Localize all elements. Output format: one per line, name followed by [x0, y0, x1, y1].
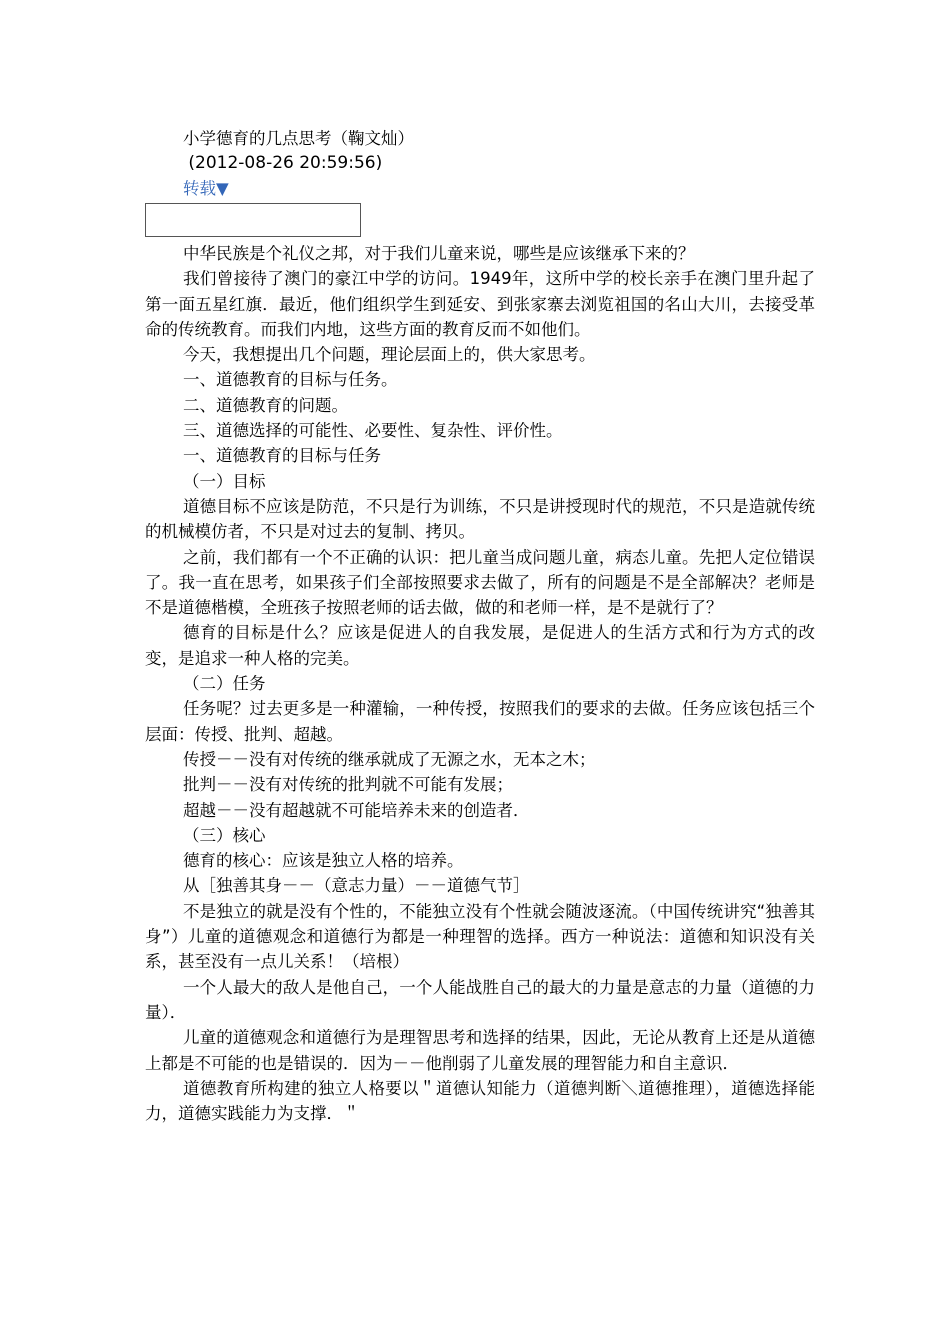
- paragraph: 儿童的道德观念和道德行为是理智思考和选择的结果，因此，无论从教育上还是从道德上都是不可能的也是错误的．因为－－他削弱了儿童发展的理智能力和自主意识．: [145, 1028, 815, 1073]
- subsection-heading: （二）任务: [183, 674, 266, 694]
- paragraph: 我们曾接待了澳门的豪江中学的访问。1949年，这所中学的校长亲手在澳门里升起了第一面五星红旗．最近，他们组织学生到延安、到张家寨去浏览祖国的名山大川，去接受革命的传统教育。而我们内地，这些方面的教育反而不如他们。: [145, 269, 815, 339]
- paragraph: 道德教育所构建的独立人格要以＂道德认知能力（道德判断＼道德推理），道德选择能力，道德实践能力为支撑．＂: [145, 1078, 815, 1124]
- paragraph: 德育的目标是什么？应该是促进人的自我发展，是促进人的生活方式和行为方式的改变，是追求一种人格的完美。: [145, 623, 815, 668]
- paragraph: 从［独善其身－－（意志力量）－－道德气节］: [183, 876, 530, 896]
- subsection-heading: （一）目标: [183, 471, 266, 491]
- paragraph: 中华民族是个礼仪之邦，对于我们儿童来说，哪些是应该继承下来的？: [183, 244, 695, 263]
- paragraph: 一、道德教育的目标与任务。: [183, 370, 398, 390]
- paragraph: 德育的核心：应该是独立人格的培养。: [183, 851, 464, 871]
- paragraph: 批判－－没有对传统的批判就不可能有发展；: [183, 775, 513, 795]
- subsection-heading: （三）核心: [183, 825, 266, 845]
- paragraph: 二、道德教育的问题。: [183, 395, 348, 415]
- paragraph: 之前，我们都有一个不正确的认识：把儿童当成问题儿童，病态儿童。先把人定位错误了。我一直在思考，如果孩子们全部按照要求去做了，所有的问题是不是全部解决？老师是不是道德楷模，全班孩子按照老师的话去做，做的和老师一样，是不是就行了？: [145, 547, 815, 618]
- section-heading: 一、道德教育的目标与任务: [183, 446, 381, 466]
- article-title: 小学德育的几点思考（鞠文灿）: [183, 129, 414, 148]
- paragraph: 超越－－没有超越就不可能培养未来的创造者．: [183, 800, 530, 820]
- paragraph: 道德目标不应该是防范，不只是行为训练，不只是讲授现时代的规范，不只是造就传统的机械模仿者，不只是对过去的复制、拷贝。: [145, 496, 815, 542]
- paragraph: 三、道德选择的可能性、必要性、复杂性、评价性。: [183, 421, 563, 441]
- empty-box: [145, 203, 361, 237]
- article-body: [145, 241, 815, 1126]
- paragraph: 今天，我想提出几个问题，理论层面上的，供大家思考。: [183, 345, 596, 365]
- paragraph: 传授－－没有对传统的继承就成了无源之水，无本之木；: [183, 749, 596, 769]
- paragraph: 不是独立的就是没有个性的，不能独立没有个性就会随波逐流。（中国传统讲究“独善其身”）儿童的道德观念和道德行为都是一种理智的选择。西方一种说法：道德和知识没有关系，甚至没有一点儿关系！（培根）: [145, 901, 815, 972]
- paragraph: 一个人最大的敌人是他自己，一个人能战胜自己的最大的力量是意志的力量（道德的力量）．: [145, 977, 815, 1022]
- repost-link[interactable]: 转载▼: [183, 179, 229, 198]
- article: [145, 126, 815, 1126]
- article-date: (2012-08-26 20:59:56): [183, 153, 383, 173]
- paragraph: 任务呢？过去更多是一种灌输，一种传授，按照我们的要求的去做。任务应该包括三个层面：传授、批判、超越。: [145, 699, 815, 744]
